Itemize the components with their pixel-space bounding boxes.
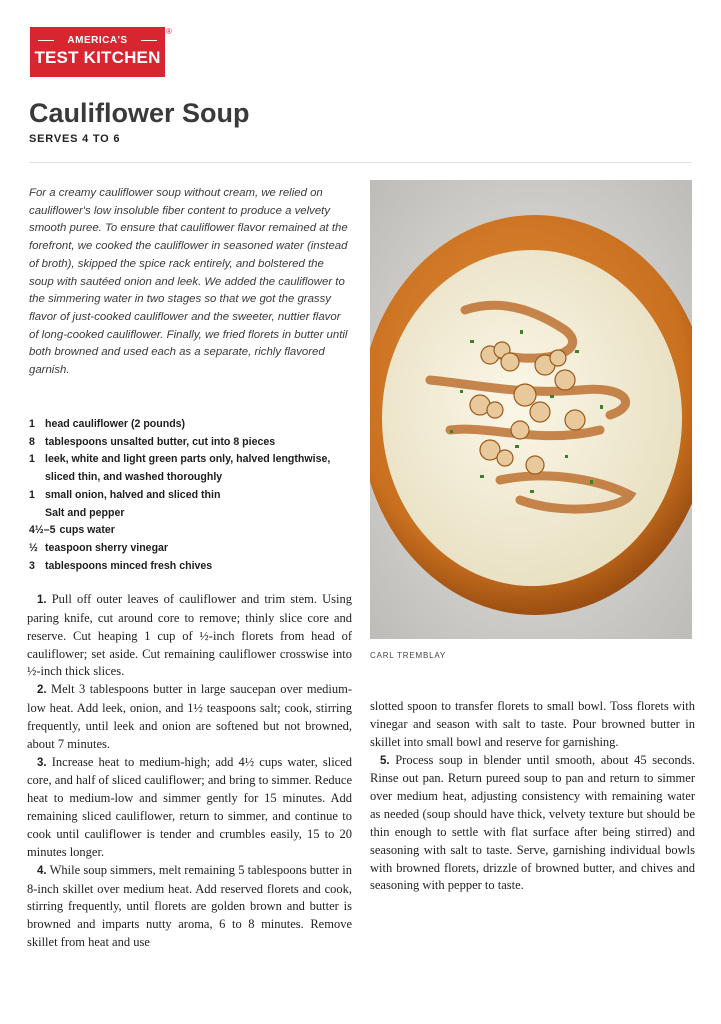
step-number: 2.	[37, 684, 47, 697]
ingredient-qty: 8	[29, 435, 35, 448]
logo-rule-left	[38, 40, 54, 41]
recipe-title: Cauliflower Soup	[29, 98, 250, 128]
step-text: While soup simmers, melt remaining 5 tablespoons butter in 8-inch skillet over medium heat. Add reserved florets and cook, stirring frequently, until florets are golden brown and butter is browned and imparts nutty aroma, 6 to 8 minutes. Remove skillet from heat and use	[27, 862, 353, 950]
steps-column-right	[370, 698, 695, 895]
ingredient-qty: 1	[29, 453, 35, 466]
registered-mark: ®	[166, 27, 172, 36]
header-divider	[29, 162, 692, 163]
step-number: 1.	[37, 594, 47, 606]
step-number: 5.	[380, 754, 390, 767]
ingredient-text: cups water	[59, 524, 115, 537]
step-number: 3.	[37, 756, 47, 769]
ingredient-text: tablespoons minced fresh chives	[45, 559, 213, 572]
ingredient-item	[29, 505, 359, 523]
step	[27, 862, 352, 952]
step	[27, 591, 352, 681]
ingredient-list	[29, 416, 359, 575]
ingredient-item	[29, 540, 359, 558]
step-text: Pull off outer leaves of cauliflower and trim stem. Using paring knife, cut around core to remove; thinly slice core and reserve. Cut heaping 1 cup of ½-inch florets from head of cauliflower; set aside. Cut remaining cauliflower crosswise into ½-inch thick slices.	[27, 592, 353, 679]
logo-line-2: TEST KITCHEN	[34, 48, 161, 67]
ingredient-qty: 1	[29, 418, 35, 430]
ingredient-qty: 4½–5	[29, 524, 56, 537]
ingredient-item	[29, 416, 359, 434]
ingredient-qty: 3	[29, 559, 35, 572]
photo-credit: CARL TREMBLAY	[370, 651, 447, 660]
step-text: Process soup in blender until smooth, about 45 seconds. Rinse out pan. Return pureed soup to pan and return to simmer over medium heat, adjusting consistency with remaining water as needed (soup should have thick, velvety texture but should be thin enough to settle with flat surface after being stirred) and seasoning with salt to taste. Serve, garnishing individual bowls with browned florets, drizzle of browned butter, and chives and seasoning with pepper to taste.	[370, 752, 695, 893]
ingredient-item	[29, 434, 359, 452]
step	[27, 681, 352, 753]
soup-photo	[370, 180, 692, 639]
logo-rule-right	[141, 40, 157, 41]
ingredient-item	[29, 451, 359, 486]
ingredient-item	[29, 558, 359, 576]
step-number: 4.	[37, 864, 47, 877]
ingredient-text: small onion, halved and sliced thin	[45, 488, 221, 501]
logo-line-1: AMERICA'S	[67, 35, 128, 46]
ingredient-text: leek, white and light green parts only, halved lengthwise, sliced thin, and washed thoroughly	[45, 453, 331, 484]
ingredient-text: teaspoon sherry vinegar	[45, 541, 169, 554]
step	[27, 754, 352, 862]
ingredient-item	[29, 487, 359, 505]
step-text: Increase heat to medium-high; add 4½ cups water, sliced core, and half of sliced cauliflower; and bring to simmer. Reduce heat to medium-low and simmer gently for 15 minutes. Add remaining sliced cauliflower, return to simmer, and continue to cook until cauliflower is tender and crumbles easily, 15 to 20 minutes longer.	[27, 754, 353, 859]
ingredient-qty	[29, 505, 45, 523]
ingredient-item	[29, 522, 359, 540]
recipe-intro: For a creamy cauliflower soup without cream, we relied on cauliflower's low insoluble fiber content to produce a velvety smooth puree. To ensure that cauliflower flavor remained at the forefront, we cooked the cauliflower in seasoned water (instead of broth), skipped the spice rack entirely, and bolstered the soup with sautéed onion and leek. We added the cauliflower to the simmering water in two stages so that we got the grassy flavor of just-cooked cauliflower and the sweeter, nuttier flavor of long-cooked cauliflower. Finally, we fried florets in butter until both browned and used each as a separate, richly flavored garnish.	[29, 187, 348, 377]
ingredient-qty: ½	[29, 541, 38, 554]
ingredient-text: Salt and pepper	[45, 506, 125, 519]
brand-logo	[30, 27, 165, 77]
step-text: Melt 3 tablespoons butter in large saucepan over medium-low heat. Add leek, onion, and 1½ teaspoons salt; cook, stirring frequently, until leek and onion are softened but not browned, about 7 minutes.	[27, 682, 352, 751]
ingredient-text: head cauliflower (2 pounds)	[45, 418, 186, 430]
ingredient-qty: 1	[29, 488, 35, 501]
recipe-serves: SERVES 4 TO 6	[29, 133, 121, 145]
steps-column-left	[27, 591, 352, 952]
step-continued	[370, 698, 695, 752]
step	[370, 752, 695, 896]
step-text: slotted spoon to transfer florets to small bowl. Toss florets with vinegar and season with salt to taste. Pour browned butter in skillet into small bowl and reserve for garnishing.	[370, 699, 695, 749]
ingredient-text: tablespoons unsalted butter, cut into 8 pieces	[45, 435, 276, 448]
